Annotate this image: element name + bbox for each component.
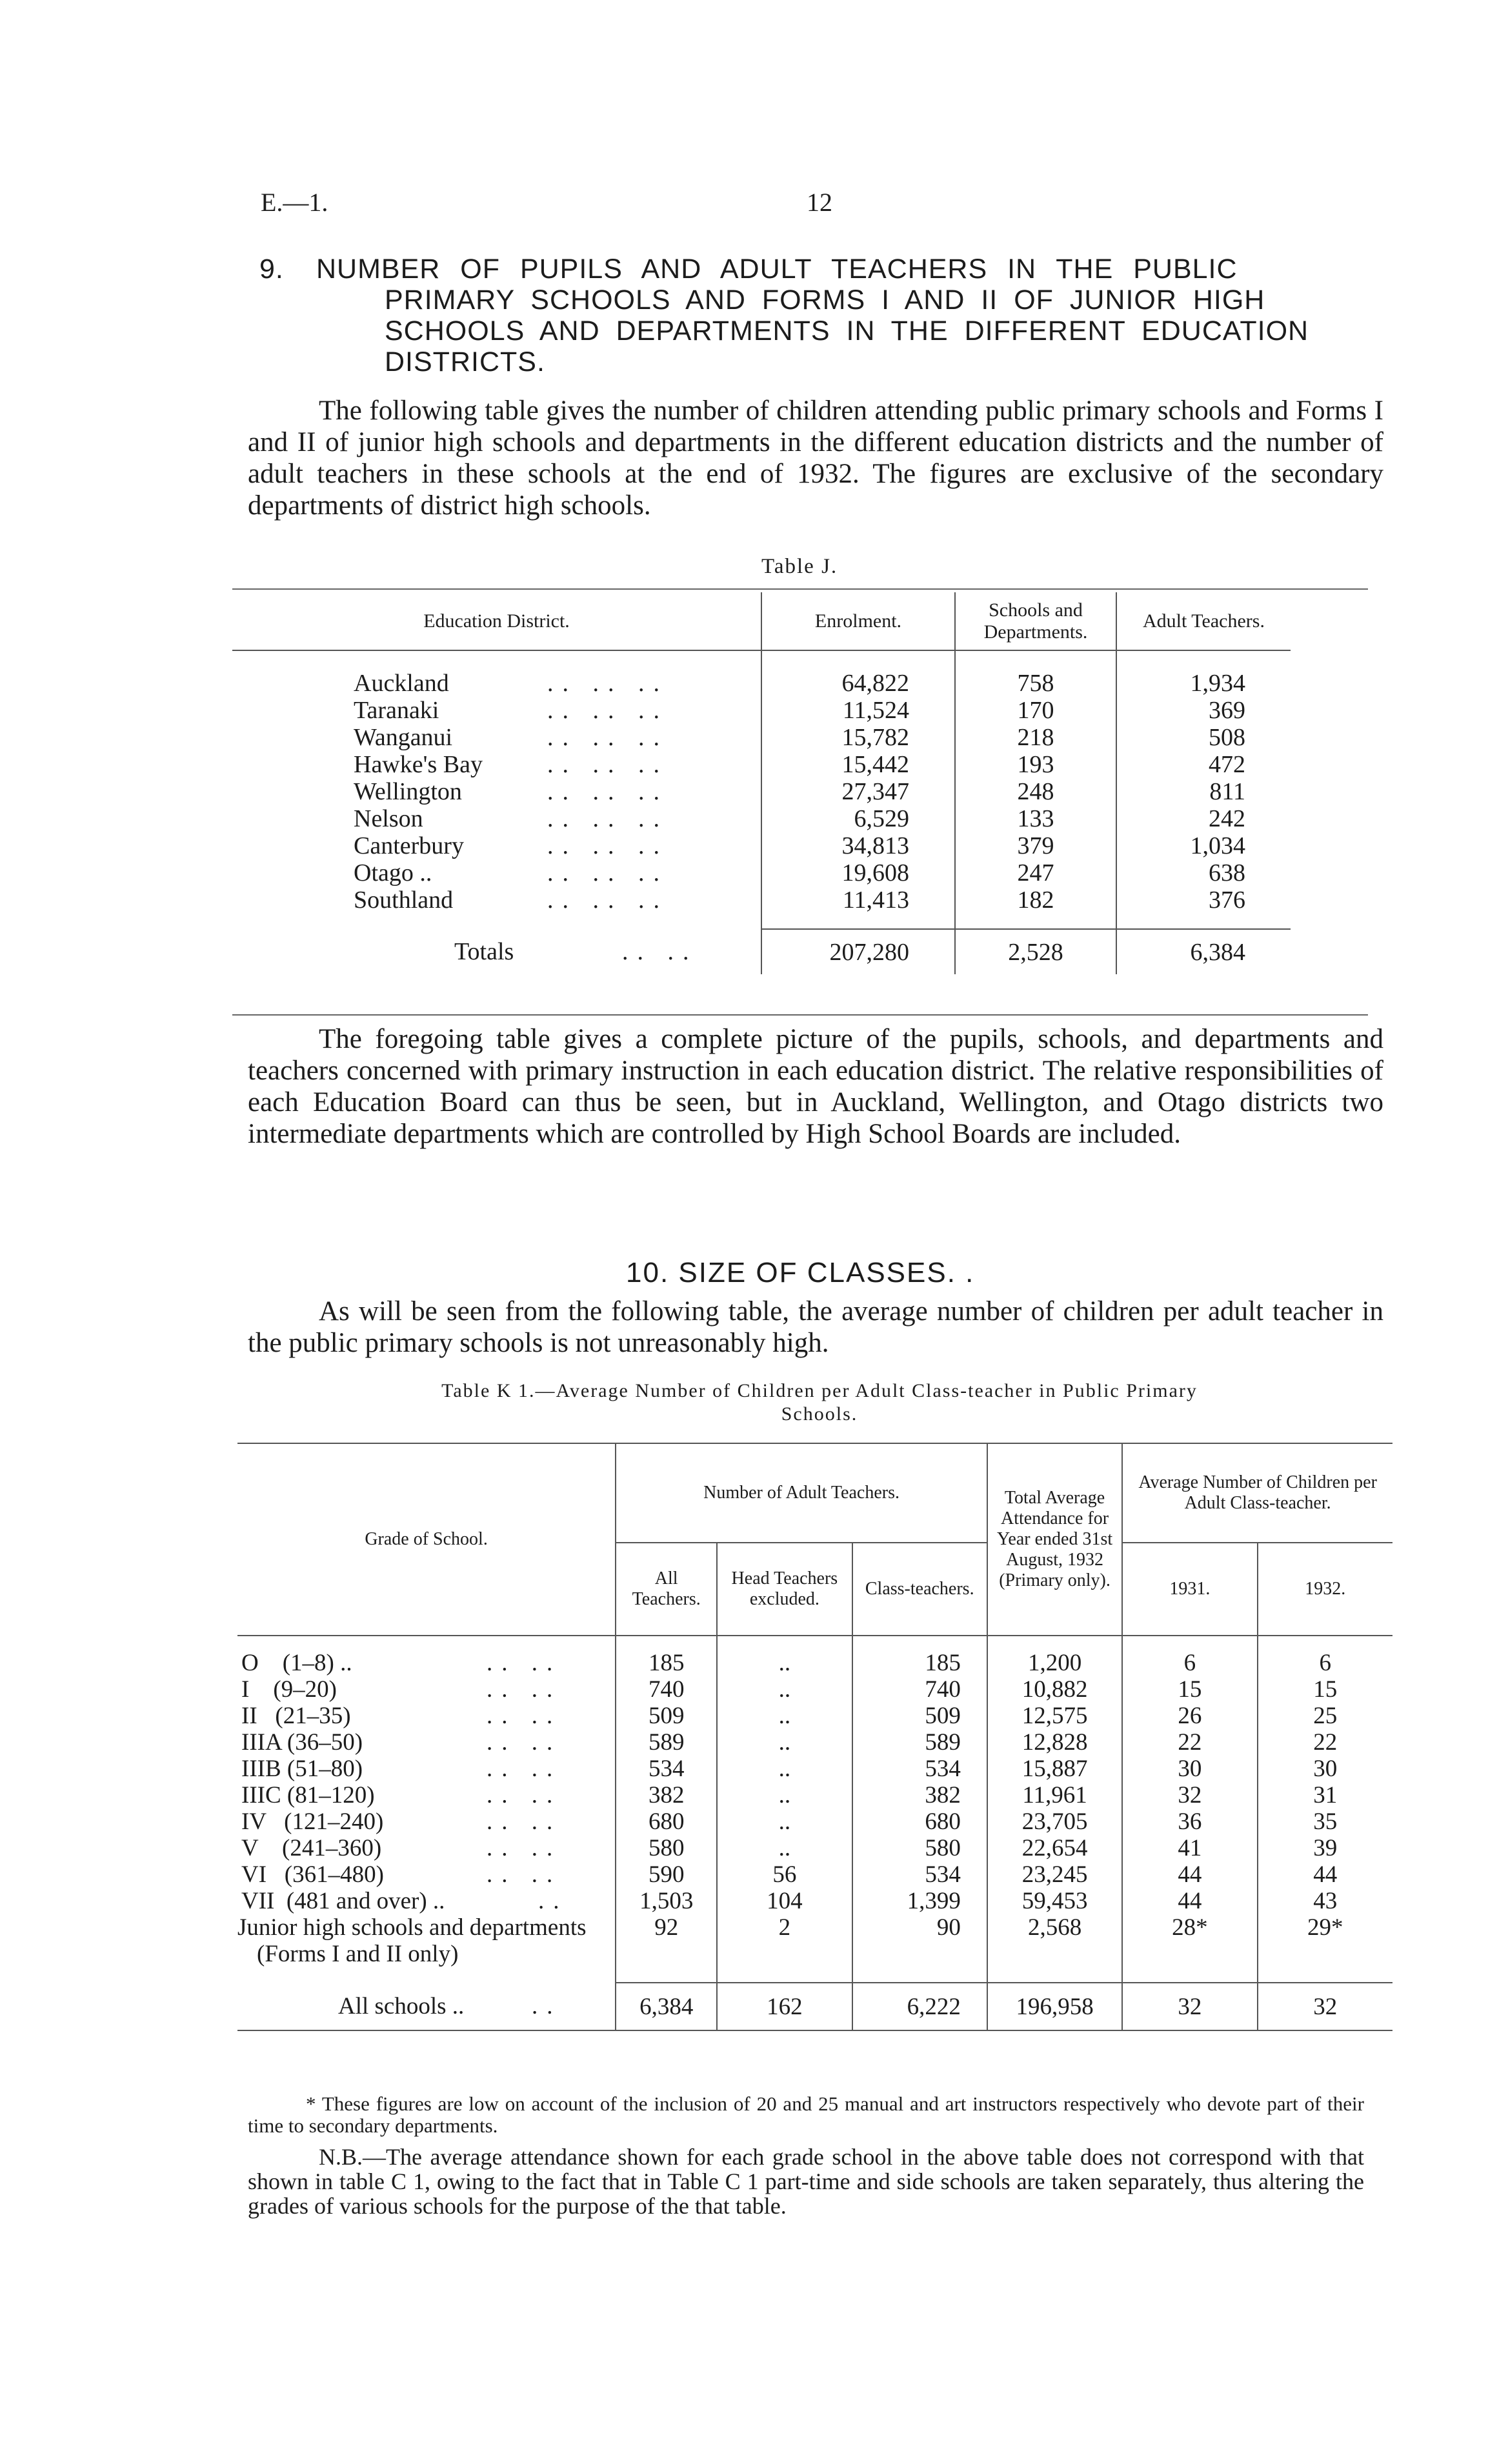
table-k-header-grade: Grade of School. (237, 1443, 616, 1636)
table-k-header-all: All Teachers. (616, 1543, 717, 1636)
section-9-heading (259, 254, 1382, 377)
table-row: Southland .. .. .. 11,413 182 376 (232, 886, 1291, 914)
table-j-caption: Table J. (761, 555, 838, 578)
table-row: I (9–20) .. .. 740 .. 740 10,882 15 15 (237, 1676, 1392, 1703)
table-row: Junior high schools and departments (Forms I and II only) 92 2 90 2,568 28* 29* (237, 1914, 1392, 1967)
table-k-totals-row: All schools .. .. 6,384 162 6,222 196,958 32 32 (237, 1983, 1392, 2030)
table-row: Otago .. .. .. .. 19,608 247 638 (232, 859, 1291, 886)
section-9-title-rest: PRIMARY SCHOOLS AND FORMS I AND II OF JUNIOR HIGH SCHOOLS AND DEPARTMENTS IN THE DIFFERENT EDUCATION DISTRICTS. (385, 285, 1309, 377)
section-9-number: 9. (259, 254, 284, 285)
table-k-caption-line2: Schools. (781, 1403, 858, 1425)
table-row: O (1–8) .. .. .. 185 .. 185 1,200 6 6 (237, 1650, 1392, 1676)
table-row: Wellington .. .. .. 27,347 248 811 (232, 778, 1291, 805)
table-row: VII (481 and over) .. .. 1,503 104 1,399 59,453 44 43 (237, 1888, 1392, 1914)
footnote: * These figures are low on account of the inclusion of 20 and 25 manual and art instructors respectively who devote part of their time to secondary departments. (248, 2092, 1364, 2137)
table-row: II (21–35) .. .. 509 .. 509 12,575 26 25 (237, 1703, 1392, 1729)
classes-paragraph: As will be seen from the following table, the average number of children per adult teacher in the public primary schools is not unreasonably high. (248, 1296, 1383, 1358)
section-9-title-line1: NUMBER OF PUPILS AND ADULT TEACHERS IN THE PUBLIC (316, 254, 1238, 285)
table-j (232, 592, 1381, 974)
table-row: Auckland .. .. .. 64,822 758 1,934 (232, 670, 1291, 697)
table-row: Taranaki .. .. .. 11,524 170 369 (232, 697, 1291, 724)
intro-paragraph: The following table gives the number of children attending public primary schools and Forms I and II of junior high schools and departments in the different education districts and the number of adult teachers in these schools at the end of 1932. The figures are exclusive of the secondary departments of district high schools. (248, 396, 1383, 521)
table-k-header-adult-teachers: Number of Adult Teachers. (616, 1443, 987, 1543)
foregoing-paragraph: The foregoing table gives a complete picture of the pupils, schools, and departments and teachers concerned with primary instruction in each education district. The relative responsibilities of each Education Board can thus be seen, but in Auckland, Wellington, and Otago districts two intermediate departments which are controlled by High School Boards are included. (248, 1024, 1383, 1149)
table-row: IIIC (81–120) .. .. 382 .. 382 11,961 32 31 (237, 1782, 1392, 1808)
table-k-header-head-excluded: Head Teachers excluded. (717, 1543, 852, 1636)
table-row: Hawke's Bay .. .. .. 15,442 193 472 (232, 751, 1291, 778)
table-j-top-rule (232, 588, 1368, 590)
table-row: IIIB (51–80) .. .. 534 .. 534 15,887 30 30 (237, 1756, 1392, 1782)
table-k-header-1931: 1931. (1122, 1543, 1257, 1636)
table-k-caption-line1: Table K 1.—Average Number of Children per Adult Class-teacher in Public Primary (441, 1380, 1198, 1401)
table-k-caption (271, 1379, 1368, 1426)
table-row: IV (121–240) .. .. 680 .. 680 23,705 36 35 (237, 1808, 1392, 1835)
table-row: Canterbury .. .. .. 34,813 379 1,034 (232, 832, 1291, 859)
table-k-header-avg-children: Average Number of Children per Adult Class-teacher. (1122, 1443, 1392, 1543)
table-j-header-schools: Schools and Departments. (955, 592, 1116, 650)
table-j-bottom-rule (232, 1014, 1368, 1016)
table-j-header-district: Education District. (232, 592, 761, 650)
table-k-header-class-teachers: Class-teachers. (852, 1543, 987, 1636)
nb-paragraph: N.B.—The average attendance shown for each grade school in the above table does not correspond with that shown in table C 1, owing to the fact that in Table C 1 part-time and side schools are taken separately, thus altering the grades of various schools for the purpose of the that table. (248, 2144, 1364, 2219)
table-row: V (241–360) .. .. 580 .. 580 22,654 41 39 (237, 1835, 1392, 1861)
table-j-header-teachers: Adult Teachers. (1116, 592, 1291, 650)
table-row: Nelson .. .. .. 6,529 133 242 (232, 805, 1291, 832)
section-10-heading: 10. SIZE OF CLASSES. . (626, 1257, 975, 1288)
table-j-header-enrolment: Enrolment. (761, 592, 955, 650)
table-row: Wanganui .. .. .. 15,782 218 508 (232, 724, 1291, 751)
table-row: VI (361–480) .. .. 590 56 534 23,245 44 44 (237, 1861, 1392, 1888)
table-k-header-attendance: Total Average Attendance for Year ended 31st August, 1932 (Primary only). (987, 1443, 1122, 1636)
table-k-header-1932: 1932. (1258, 1543, 1392, 1636)
table-k (237, 1443, 1392, 2031)
page-number: 12 (807, 188, 832, 217)
table-j-totals-row: Totals .. .. 207,280 2,528 6,384 (232, 929, 1291, 974)
table-row: IIIA (36–50) .. .. 589 .. 589 12,828 22 22 (237, 1729, 1392, 1756)
page-header-left: E.—1. (261, 188, 328, 217)
